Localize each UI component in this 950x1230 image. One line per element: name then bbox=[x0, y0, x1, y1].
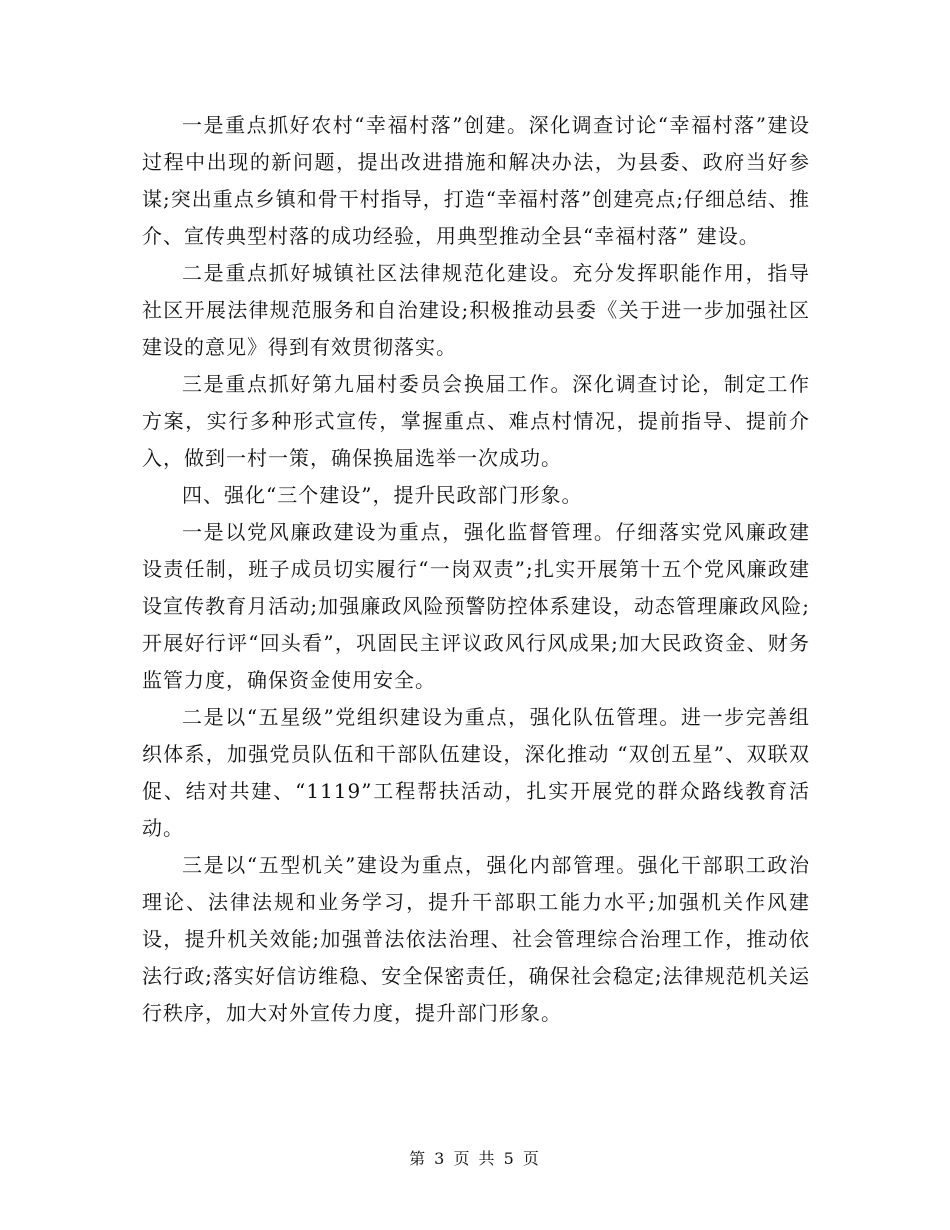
paragraph-3: 三是重点抓好第九届村委员会换届工作。深化调查讨论，制定工作方案，实行多种形式宣传，掌握重点、难点村情况，提前指导、提前介入，做到一村一策，确保换届选举一次成功。 bbox=[142, 372, 810, 470]
paragraph-6: 二是以“五星级”党组织建设为重点，强化队伍管理。进一步完善组织体系，加强党员队伍和干部队伍建设，深化推动 “双创五星”、双联双促、结对共建、“1119”工程帮扶活动，扎实开展党的群众路线教育活动。 bbox=[142, 705, 810, 840]
paragraph-2: 二是重点抓好城镇社区法律规范化建设。充分发挥职能作用，指导社区开展法律规范服务和自治建设;积极推动县委《关于进一步加强社区建设的意见》得到有效贯彻落实。 bbox=[142, 261, 810, 359]
document-body bbox=[142, 107, 810, 1032]
paragraph-1: 一是重点抓好农村“幸福村落”创建。深化调查讨论“幸福村落”建设过程中出现的新问题，提出改进措施和解决办法，为县委、政府当好参谋;突出重点乡镇和骨干村指导，打造“幸福村落”创建亮点;仔细总结、推介、宣传典型村落的成功经验，用典型推动全县“幸福村落” 建设。 bbox=[142, 113, 810, 248]
section-heading: 四、强化“三个建设”，提升民政部门形象。 bbox=[182, 483, 583, 507]
page-number-footer: 第 3 页 共 5 页 bbox=[409, 1149, 541, 1168]
paragraph-5: 一是以党风廉政建设为重点，强化监督管理。仔细落实党风廉政建设责任制，班子成员切实履行“一岗双责”;扎实开展第十五个党风廉政建设宣传教育月活动;加强廉政风险预警防控体系建设，动态管理廉政风险;开展好行评“回头看”，巩固民主评议政风行风成果;加大民政资金、财务监管力度，确保资金使用安全。 bbox=[142, 520, 810, 692]
paragraph-7: 三是以“五型机关”建设为重点，强化内部管理。强化干部职工政治理论、法律法规和业务学习，提升干部职工能力水平;加强机关作风建设，提升机关效能;加强普法依法治理、社会管理综合治理工作，推动依法行政;落实好信访维稳、安全保密责任，确保社会稳定;法律规范机关运行秩序，加大对外宣传力度，提升部门形象。 bbox=[142, 853, 810, 1025]
